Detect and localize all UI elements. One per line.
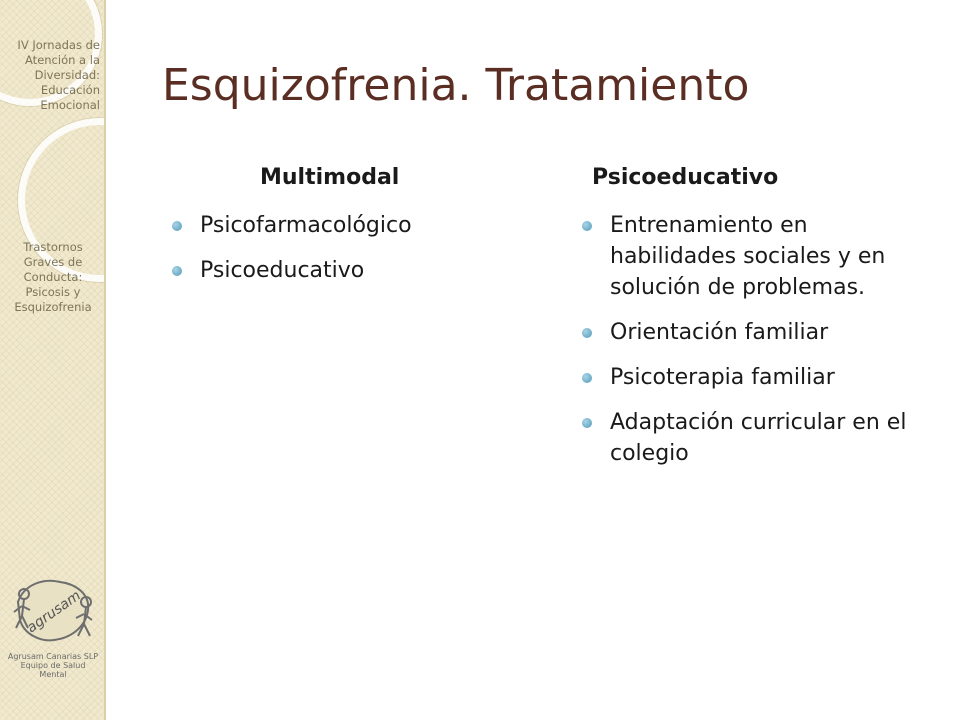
list-item-text: Psicoterapia familiar xyxy=(610,365,835,390)
logo-caption-line: Equipo de Salud xyxy=(20,661,86,670)
right-column-heading: Psicoeducativo xyxy=(592,165,779,190)
list-item xyxy=(570,362,940,393)
sidebar-line: Psicosis y xyxy=(25,285,81,299)
svg-text:agrusam: agrusam xyxy=(24,587,84,637)
bullet-icon xyxy=(582,328,592,338)
bullet-icon xyxy=(582,221,592,231)
sidebar xyxy=(0,0,106,720)
list-item-text: Psicoeducativo xyxy=(200,258,365,283)
list-item xyxy=(160,210,490,241)
bullet-icon xyxy=(582,418,592,428)
list-item-text: Psicofarmacológico xyxy=(200,213,412,238)
list-item-text: Entrenamiento en habilidades sociales y en solución de problemas. xyxy=(610,213,886,300)
bullet-icon xyxy=(582,373,592,383)
list-item-text: Orientación familiar xyxy=(610,320,829,345)
list-item-text: Adaptación curricular en el colegio xyxy=(610,410,907,466)
sidebar-line: Graves de xyxy=(23,255,83,269)
sidebar-line: Educación xyxy=(40,83,100,97)
logo-caption-line: Mental xyxy=(39,670,67,679)
bullet-icon xyxy=(172,266,182,276)
sidebar-topic xyxy=(0,240,106,315)
right-column xyxy=(570,160,940,483)
sidebar-line: Diversidad: xyxy=(34,68,100,82)
list-item xyxy=(160,255,490,286)
sidebar-line: Emocional xyxy=(40,98,100,112)
list-item xyxy=(570,210,940,303)
sidebar-line: Conducta: xyxy=(23,270,83,284)
logo-caption xyxy=(0,652,106,679)
sidebar-line: IV Jornadas de xyxy=(17,38,100,52)
list-item xyxy=(570,407,940,469)
left-bullet-list xyxy=(160,210,490,286)
right-bullet-list xyxy=(570,210,940,469)
sidebar-line: Trastornos xyxy=(23,240,83,254)
bullet-icon xyxy=(172,221,182,231)
slide-title: Esquizofrenia. Tratamiento xyxy=(162,60,750,111)
left-column-heading: Multimodal xyxy=(260,165,400,190)
sidebar-line: Atención a la xyxy=(25,53,100,67)
logo-caption-line: Agrusam Canarias SLP xyxy=(7,652,99,661)
left-column xyxy=(160,160,490,300)
sidebar-event-title xyxy=(0,38,100,113)
list-item xyxy=(570,317,940,348)
sidebar-line: Esquizofrenia xyxy=(14,300,92,314)
agrusam-logo-icon xyxy=(10,572,96,652)
